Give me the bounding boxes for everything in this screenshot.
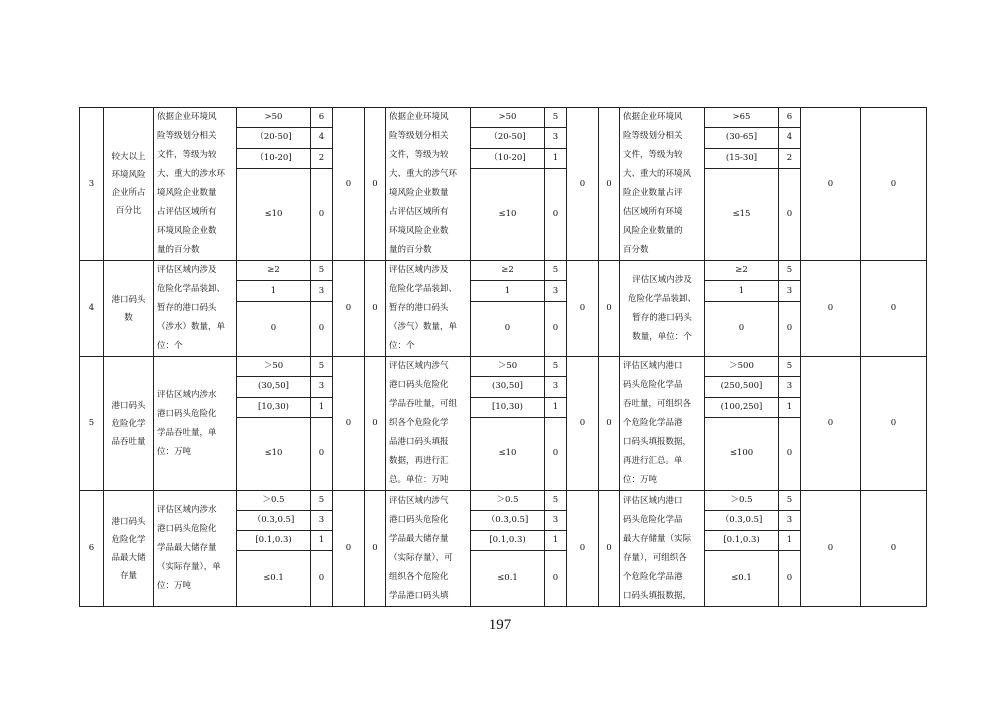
result-value-cell: 0 bbox=[333, 261, 365, 357]
grade-score-cell: 3 bbox=[545, 511, 567, 531]
grade-range-cell: ≤0.1 bbox=[705, 551, 779, 607]
grade-range-cell: ＞50 bbox=[471, 357, 545, 377]
table-row bbox=[80, 108, 927, 128]
table-body bbox=[80, 108, 927, 607]
grade-score-cell: 6 bbox=[311, 108, 333, 128]
indicator-name-cell: 较大以上 环境风险 企业所占 百分比 bbox=[104, 108, 154, 261]
grade-score-cell: 3 bbox=[545, 377, 567, 397]
grade-range-cell: (30,50] bbox=[237, 377, 311, 397]
page-number: 197 bbox=[488, 617, 512, 633]
grade-score-cell: 0 bbox=[311, 417, 333, 490]
grade-range-cell: （10-20] bbox=[237, 148, 311, 168]
grade-range-cell: ≤10 bbox=[237, 417, 311, 490]
grade-score-cell: 0 bbox=[311, 168, 333, 260]
result-value-cell: 0 bbox=[861, 108, 927, 261]
grade-range-cell: （10-20] bbox=[471, 148, 545, 168]
grade-range-cell: >65 bbox=[705, 108, 779, 128]
grade-score-cell: 1 bbox=[545, 531, 567, 551]
result-value-cell: 0 bbox=[365, 491, 386, 607]
result-value-cell: 0 bbox=[567, 491, 599, 607]
grade-score-cell: 0 bbox=[779, 301, 801, 356]
indicator-description-cell: 评估区域内港口 码头危险化学品 最大存储量（实际 存量），可组织各 个危险化学品港 口码头填报数据， bbox=[620, 491, 705, 607]
grade-range-cell: （20-50] bbox=[471, 128, 545, 148]
grade-range-cell: （20-50] bbox=[237, 128, 311, 148]
grade-range-cell: （0.3,0.5] bbox=[705, 511, 779, 531]
grade-range-cell: (100,250] bbox=[705, 397, 779, 417]
grade-range-cell: ≤0.1 bbox=[237, 551, 311, 607]
grade-score-cell: 0 bbox=[545, 168, 567, 260]
grade-score-cell: 0 bbox=[311, 301, 333, 356]
grade-score-cell: 5 bbox=[545, 491, 567, 511]
grade-score-cell: 5 bbox=[779, 261, 801, 281]
grade-range-cell: （0.3,0.5] bbox=[471, 511, 545, 531]
grade-range-cell: （0.3,0.5] bbox=[237, 511, 311, 531]
indicator-name-cell: 港口码头 危险化学 品吞吐量 bbox=[104, 357, 154, 491]
grade-range-cell: [0.1,0.3) bbox=[237, 531, 311, 551]
grade-range-cell: 1 bbox=[705, 281, 779, 301]
result-value-cell: 0 bbox=[801, 491, 861, 607]
grade-range-cell: (30-65] bbox=[705, 128, 779, 148]
table-row bbox=[80, 491, 927, 511]
result-value-cell: 0 bbox=[333, 357, 365, 491]
indicator-description-cell: 评估区域内涉及 危险化学品装卸、 暂存的港口码头 （涉气）数量，单 位：个 bbox=[386, 261, 471, 357]
result-value-cell: 0 bbox=[861, 357, 927, 491]
grade-range-cell: ≤15 bbox=[705, 168, 779, 260]
result-value-cell: 0 bbox=[599, 491, 620, 607]
grade-range-cell: (250,500] bbox=[705, 377, 779, 397]
grade-range-cell: 0 bbox=[237, 301, 311, 356]
indicator-description-cell: 评估区域内涉水 港口码头危险化 学品最大储存量 （实际存量），单 位：万吨 bbox=[154, 491, 237, 607]
grade-range-cell: 1 bbox=[471, 281, 545, 301]
row-number-cell: 6 bbox=[80, 491, 104, 607]
grade-score-cell: 3 bbox=[779, 511, 801, 531]
result-value-cell: 0 bbox=[801, 108, 861, 261]
grade-score-cell: 0 bbox=[545, 301, 567, 356]
result-value-cell: 0 bbox=[567, 108, 599, 261]
grade-score-cell: 2 bbox=[779, 148, 801, 168]
grade-score-cell: 0 bbox=[779, 417, 801, 490]
grade-score-cell: 3 bbox=[545, 281, 567, 301]
grade-range-cell: 0 bbox=[471, 301, 545, 356]
grade-range-cell: >50 bbox=[237, 108, 311, 128]
grade-range-cell: >50 bbox=[471, 108, 545, 128]
grade-range-cell: [0.1,0.3) bbox=[705, 531, 779, 551]
grade-score-cell: 1 bbox=[779, 531, 801, 551]
grade-range-cell: ≤10 bbox=[237, 168, 311, 260]
grade-score-cell: 6 bbox=[779, 108, 801, 128]
indicator-description-cell: 评估区域内涉气 港口码头危险化 学品最大储存量 （实际存量），可 组织各个危险化 学品港口码头填 bbox=[386, 491, 471, 607]
result-value-cell: 0 bbox=[861, 261, 927, 357]
grade-score-cell: 5 bbox=[545, 357, 567, 377]
grade-range-cell: ≥2 bbox=[705, 261, 779, 281]
result-value-cell: 0 bbox=[567, 261, 599, 357]
indicator-description-cell: 依据企业环境风 险等级划分相关 文件，等级为较 大、重大的涉气环 境风险企业数量 占评估区域所有 环境风险企业数 量的百分数 bbox=[386, 108, 471, 261]
indicator-description-cell: 评估区域内涉气 港口码头危险化 学品吞吐量，可组 织各个危险化学 品港口码头填报 数据，再进行汇 总。单位：万吨 bbox=[386, 357, 471, 491]
grade-score-cell: 0 bbox=[545, 417, 567, 490]
grade-range-cell: 0 bbox=[705, 301, 779, 356]
grade-range-cell: [10,30) bbox=[237, 397, 311, 417]
grade-range-cell: ＞0.5 bbox=[705, 491, 779, 511]
result-value-cell: 0 bbox=[333, 491, 365, 607]
row-number-cell: 5 bbox=[80, 357, 104, 491]
grade-score-cell: 2 bbox=[311, 148, 333, 168]
grade-score-cell: 3 bbox=[311, 511, 333, 531]
grade-score-cell: 0 bbox=[311, 551, 333, 607]
grade-range-cell: ＞50 bbox=[237, 357, 311, 377]
indicator-table bbox=[79, 107, 927, 607]
grade-score-cell: 0 bbox=[779, 551, 801, 607]
indicator-description-cell: 评估区域内涉及 危险化学品装卸、 暂存的港口码头 （涉水）数量，单 位：个 bbox=[154, 261, 237, 357]
grade-score-cell: 3 bbox=[779, 377, 801, 397]
grade-range-cell: [0.1,0.3) bbox=[471, 531, 545, 551]
indicator-description-cell: 依据企业环境风 险等级划分相关 文件，等级为较 大、重大的环境风 险企业数量占评 估区域所有环境 风险企业数量的 百分数 bbox=[620, 108, 705, 261]
grade-score-cell: 1 bbox=[545, 397, 567, 417]
grade-score-cell: 1 bbox=[311, 397, 333, 417]
grade-score-cell: 5 bbox=[311, 491, 333, 511]
grade-score-cell: 3 bbox=[779, 281, 801, 301]
grade-score-cell: 0 bbox=[779, 168, 801, 260]
indicator-description-cell: 评估区域内港口 码头危险化学品 吞吐量，可组织各 个危险化学品港 口码头填报数据， 再进行汇总。单 位：万吨 bbox=[620, 357, 705, 491]
row-number-cell: 3 bbox=[80, 108, 104, 261]
grade-range-cell: ＞0.5 bbox=[471, 491, 545, 511]
table-row bbox=[80, 261, 927, 281]
indicator-name-cell: 港口码头 数 bbox=[104, 261, 154, 357]
result-value-cell: 0 bbox=[599, 357, 620, 491]
table-row bbox=[80, 357, 927, 377]
grade-range-cell: 1 bbox=[237, 281, 311, 301]
grade-range-cell: ≤10 bbox=[471, 417, 545, 490]
grade-score-cell: 5 bbox=[779, 357, 801, 377]
grade-score-cell: 5 bbox=[311, 357, 333, 377]
indicator-description-cell: 依据企业环境风 险等级划分相关 文件，等级为较 大、重大的涉水环 境风险企业数量 占评估区域所有 环境风险企业数 量的百分数 bbox=[154, 108, 237, 261]
result-value-cell: 0 bbox=[365, 357, 386, 491]
result-value-cell: 0 bbox=[599, 108, 620, 261]
grade-score-cell: 4 bbox=[779, 128, 801, 148]
grade-range-cell: ＞0.5 bbox=[237, 491, 311, 511]
row-number-cell: 4 bbox=[80, 261, 104, 357]
result-value-cell: 0 bbox=[567, 357, 599, 491]
grade-score-cell: 4 bbox=[311, 128, 333, 148]
grade-score-cell: 3 bbox=[311, 281, 333, 301]
result-value-cell: 0 bbox=[365, 108, 386, 261]
result-value-cell: 0 bbox=[333, 108, 365, 261]
grade-score-cell: 3 bbox=[545, 128, 567, 148]
indicator-description-cell: 评估区域内涉水 港口码头危险化 学品吞吐量，单 位：万吨 bbox=[154, 357, 237, 491]
grade-score-cell: 5 bbox=[545, 108, 567, 128]
grade-score-cell: 5 bbox=[545, 261, 567, 281]
grade-range-cell: (30,50] bbox=[471, 377, 545, 397]
result-value-cell: 0 bbox=[801, 357, 861, 491]
grade-score-cell: 0 bbox=[545, 551, 567, 607]
grade-score-cell: 5 bbox=[311, 261, 333, 281]
result-value-cell: 0 bbox=[801, 261, 861, 357]
result-value-cell: 0 bbox=[365, 261, 386, 357]
grade-range-cell: ≥2 bbox=[471, 261, 545, 281]
grade-range-cell: (15-30] bbox=[705, 148, 779, 168]
grade-range-cell: ＞500 bbox=[705, 357, 779, 377]
indicator-name-cell: 港口码头 危险化学 品最大储 存量 bbox=[104, 491, 154, 607]
grade-score-cell: 1 bbox=[779, 397, 801, 417]
grade-score-cell: 5 bbox=[779, 491, 801, 511]
indicator-description-cell: 评估区域内涉及 危险化学品装卸、 暂存的港口码头 数量，单位：个 bbox=[620, 261, 705, 357]
grade-score-cell: 3 bbox=[311, 377, 333, 397]
grade-range-cell: ≤100 bbox=[705, 417, 779, 490]
grade-score-cell: 1 bbox=[311, 531, 333, 551]
grade-score-cell: 1 bbox=[545, 148, 567, 168]
grade-range-cell: ≥2 bbox=[237, 261, 311, 281]
result-value-cell: 0 bbox=[861, 491, 927, 607]
grade-range-cell: ≤10 bbox=[471, 168, 545, 260]
result-value-cell: 0 bbox=[599, 261, 620, 357]
grade-range-cell: [10,30) bbox=[471, 397, 545, 417]
grade-range-cell: ≤0.1 bbox=[471, 551, 545, 607]
